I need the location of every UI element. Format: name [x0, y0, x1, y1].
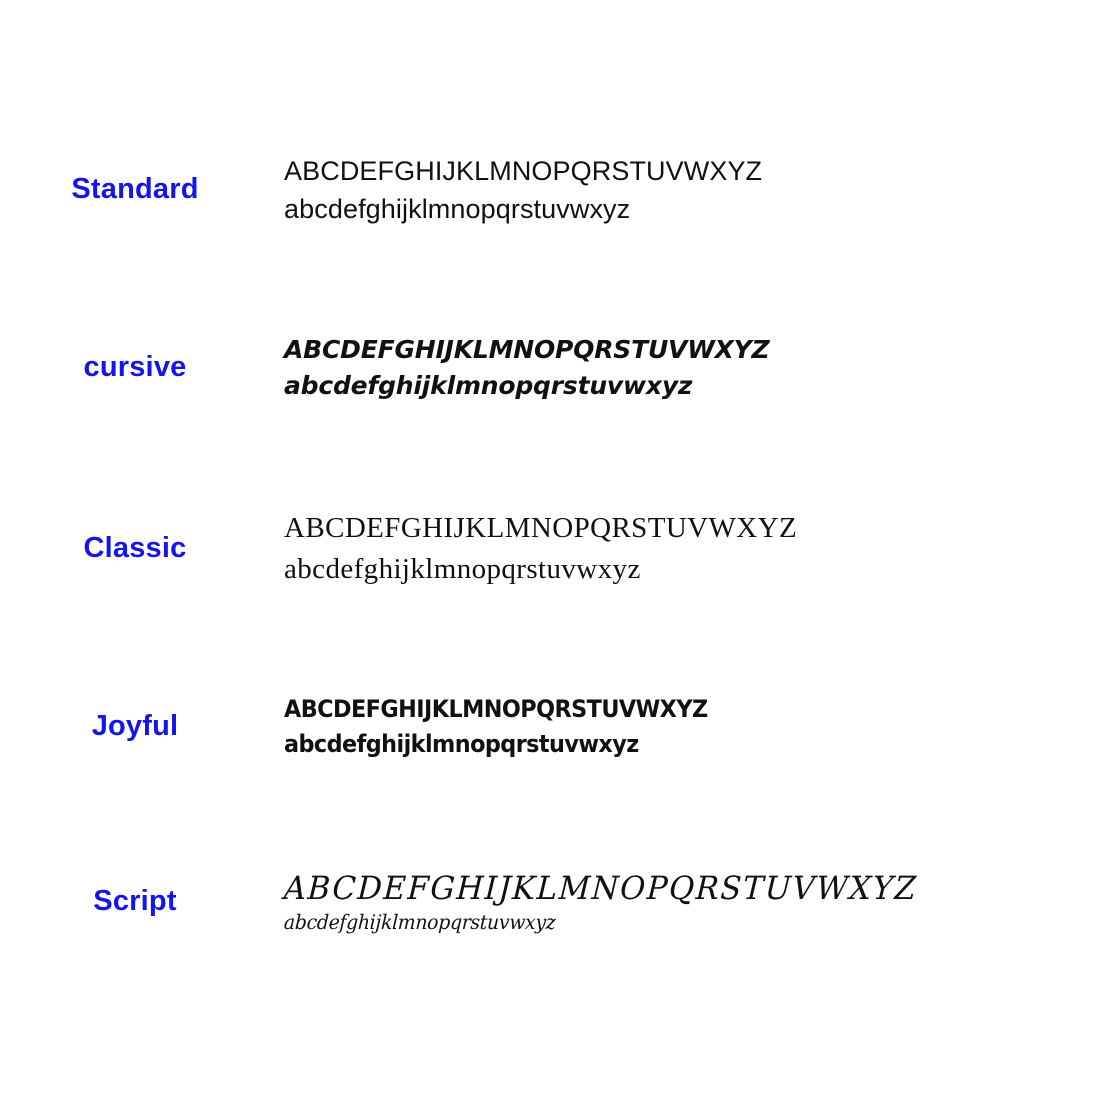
font-option-cursive[interactable] [0, 332, 1100, 405]
font-sample-uppercase: ABCDEFGHIJKLMNOPQRSTUVWXYZ [284, 335, 770, 364]
font-sample-lowercase: abcdefghijklmnopqrstuvwxyz [284, 194, 631, 225]
font-sample-uppercase: ABCDEFGHIJKLMNOPQRSTUVWXYZ [284, 695, 708, 723]
font-sample-uppercase: ABCDEFGHIJKLMNOPQRSTUVWXYZ [284, 156, 763, 186]
font-option-standard[interactable] [0, 152, 1100, 229]
font-sample-lowercase: abcdefghijklmnopqrstuvwxyz [283, 910, 557, 934]
font-sample-lowercase: abcdefghijklmnopqrstuvwxyz [284, 552, 641, 585]
font-sample-standard [270, 152, 1100, 229]
font-sample-lowercase: abcdefghijklmnopqrstuvwxyz [284, 729, 639, 758]
font-sample-joyful [270, 692, 1100, 762]
font-option-label-script: Script [93, 885, 177, 918]
font-sample-lowercase: abcdefghijklmnopqrstuvwxyz [284, 371, 693, 401]
font-option-script[interactable] [0, 868, 1100, 936]
font-sample-classic [270, 508, 1100, 589]
font-sample-cursive [270, 332, 1100, 405]
font-sample-script [270, 868, 1100, 936]
font-option-label-cursive: cursive [83, 351, 187, 384]
font-option-label-classic: Classic [83, 531, 187, 564]
font-sample-uppercase: ABCDEFGHIJKLMNOPQRSTUVWXYZ [284, 512, 798, 544]
font-sample-uppercase: ABCDEFGHIJKLMNOPQRSTUVWXYZ [283, 869, 919, 907]
font-option-label-standard: Standard [71, 173, 199, 206]
font-option-classic[interactable] [0, 508, 1100, 589]
font-option-label-joyful: Joyful [91, 709, 179, 742]
font-option-joyful[interactable] [0, 692, 1100, 762]
